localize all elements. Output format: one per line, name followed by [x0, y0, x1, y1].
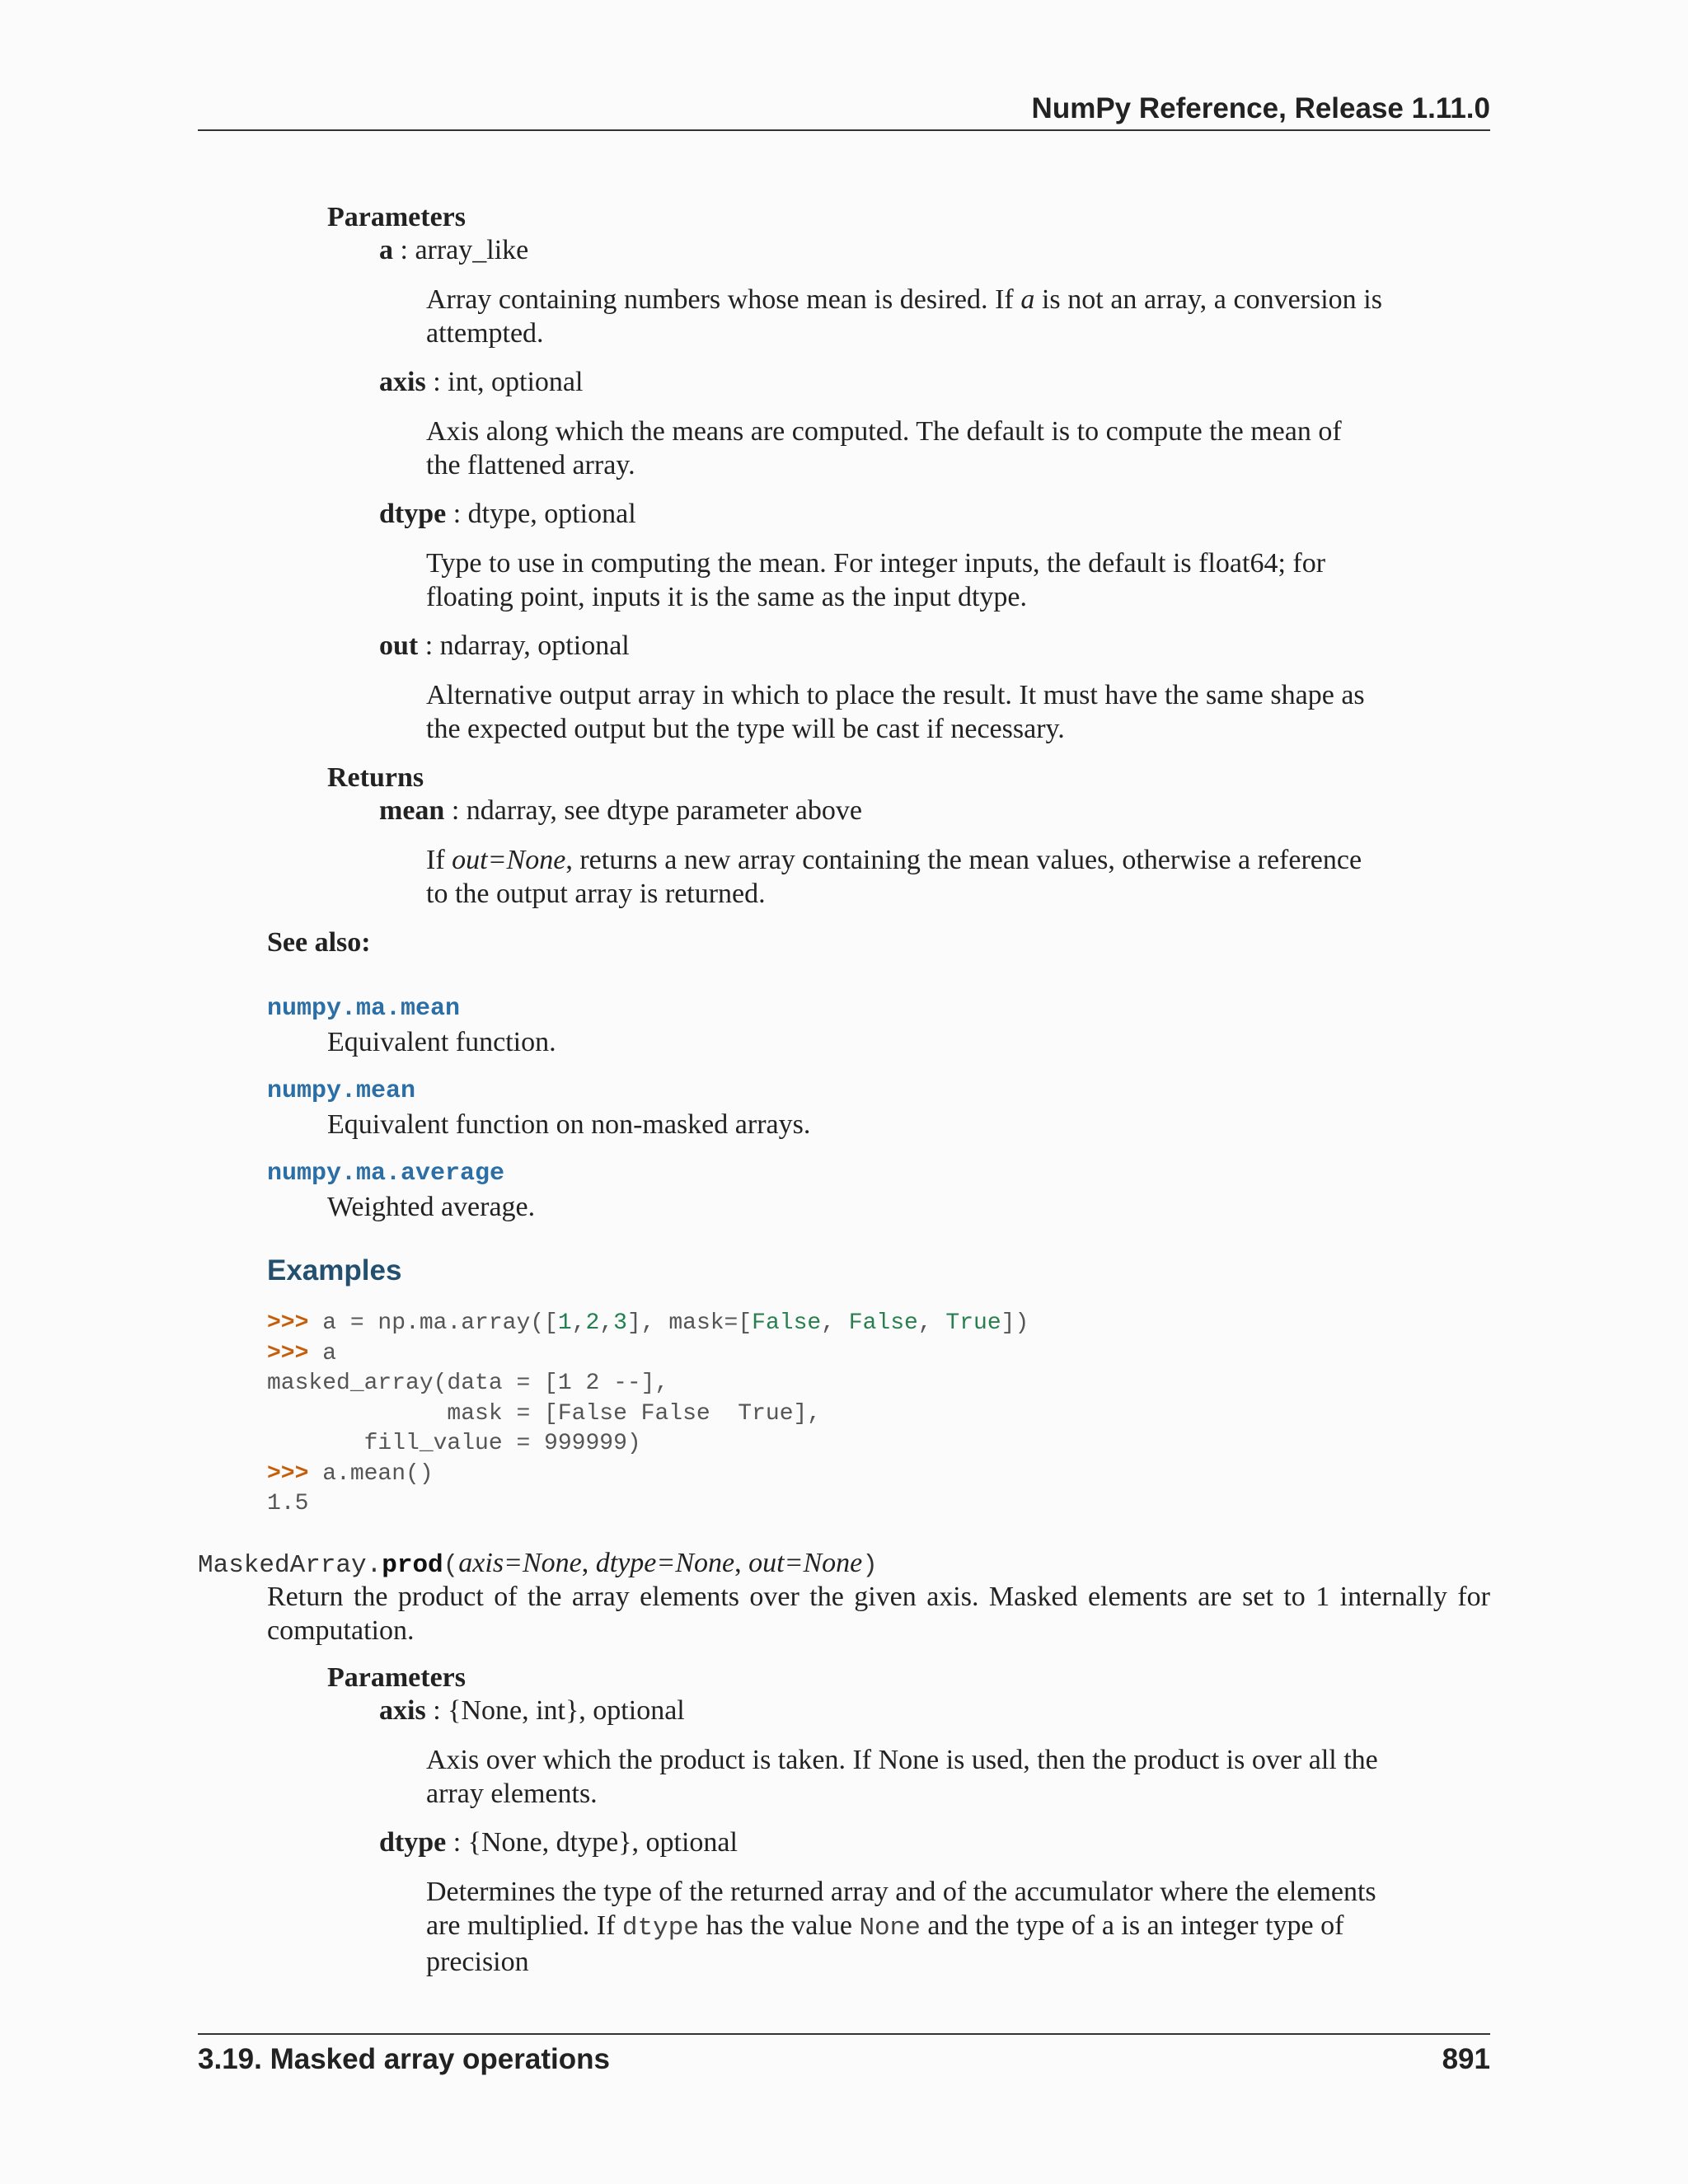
page-number: 891: [1442, 2043, 1490, 2075]
prod-summary: Return the product of the array elements over the given axis. Masked elements are set to 1 internally for computation.: [267, 1582, 1490, 1646]
return-type: : ndarray, see dtype parameter above: [444, 795, 862, 826]
sig-paren: ): [862, 1551, 878, 1580]
code-text: ,: [821, 1310, 849, 1336]
param-axis-desc: Axis along which the means are computed. The default is to compute the mean of the flattened array.: [426, 416, 1342, 480]
param-type: : array_like: [393, 235, 529, 265]
code-output: masked_array(data = [1 2 --],: [267, 1371, 669, 1396]
param-name: out: [379, 630, 419, 661]
code-prompt: >>>: [267, 1460, 309, 1487]
desc-text: Determines the type of the returned array and of the accumulator where the elements are multiplied. If: [426, 1877, 1376, 1941]
param-type: : dtype, optional: [446, 499, 636, 529]
code-output: mask = [False False True],: [267, 1400, 822, 1427]
see-also-desc: Equivalent function.: [327, 1027, 556, 1057]
desc-text: and the type of a is an integer type of precision: [426, 1910, 1344, 1977]
code-output: fill_value = 999999): [267, 1431, 641, 1456]
param-dtype-desc: Type to use in computing the mean. For integer inputs, the default is float64; for floating point, inputs it is the same as the input dtype.: [426, 548, 1326, 612]
code-keyword: False: [752, 1310, 822, 1336]
code-text: ]): [1001, 1310, 1029, 1336]
sig-sep: ,: [734, 1548, 749, 1578]
code-keyword: True: [945, 1310, 1001, 1336]
desc-text: has the value: [698, 1910, 860, 1941]
desc-em: out=None: [452, 845, 566, 875]
desc-text: If: [426, 845, 452, 875]
param-name: a: [379, 235, 393, 265]
running-header: NumPy Reference, Release 1.11.0: [1031, 92, 1490, 124]
code-text: a.mean(): [308, 1460, 434, 1487]
param-dtype: [379, 498, 636, 531]
param-name: dtype: [379, 499, 447, 529]
code-prompt: >>>: [267, 1310, 309, 1336]
code-text: a = np.ma.array([: [308, 1310, 558, 1336]
param-dtype: [379, 1826, 738, 1859]
code-number: 1: [557, 1310, 572, 1336]
param-dtype-desc: [426, 1875, 1382, 1979]
desc-text: Array containing numbers whose mean is desired. If: [426, 284, 1021, 315]
sig-method-name: prod: [382, 1551, 443, 1580]
desc-code: None: [859, 1914, 921, 1943]
sig-arg: dtype=None: [595, 1548, 735, 1578]
code-text: ,: [917, 1310, 946, 1336]
param-a-desc: [426, 283, 1382, 350]
sig-class: MaskedArray.: [198, 1551, 382, 1580]
examples-heading: Examples: [267, 1254, 402, 1286]
param-axis: [379, 366, 583, 399]
see-also-heading: See also:: [267, 927, 371, 958]
code-output: 1.5: [267, 1491, 309, 1516]
params-heading: Parameters: [327, 202, 467, 232]
code-text: ,: [571, 1310, 586, 1336]
returns-heading: Returns: [327, 762, 424, 793]
footer-section: 3.19. Masked array operations: [198, 2043, 610, 2075]
param-type: : {None, dtype}, optional: [446, 1827, 738, 1858]
sig-arg: out=None: [748, 1548, 863, 1578]
param-name: dtype: [379, 1827, 447, 1858]
desc-text: is not an array, a conversion is attempted.: [426, 284, 1382, 349]
param-out-desc: Alternative output array in which to place the result. It must have the same shape as the expected output but the type will be cast if necessary.: [426, 680, 1365, 744]
code-text: ,: [599, 1310, 614, 1336]
see-also-desc: Weighted average.: [327, 1192, 536, 1222]
params-heading: Parameters: [327, 1662, 467, 1693]
code-prompt: >>>: [267, 1340, 309, 1366]
param-name: axis: [379, 367, 426, 397]
param-type: : {None, int}, optional: [425, 1695, 685, 1726]
param-a: [379, 234, 528, 267]
header-rule: [198, 129, 1490, 131]
see-also-link-ma-average[interactable]: numpy.ma.average: [267, 1160, 505, 1188]
param-axis: [379, 1694, 685, 1727]
footer-rule: [198, 2033, 1490, 2035]
return-name: mean: [379, 795, 445, 826]
return-mean-desc: [426, 843, 1382, 911]
param-type: : ndarray, optional: [418, 630, 630, 661]
desc-text: , returns a new array containing the mean values, otherwise a reference to the output array is returned.: [426, 845, 1362, 909]
code-text: a: [308, 1340, 337, 1366]
code-number: 2: [585, 1310, 600, 1336]
param-out: [379, 630, 630, 663]
code-text: ], mask=[: [626, 1310, 753, 1336]
param-axis-desc: Axis over which the product is taken. If None is used, then the product is over all the array elements.: [426, 1745, 1378, 1809]
see-also-desc: Equivalent function on non-masked arrays.: [327, 1109, 811, 1140]
sig-paren: (: [443, 1551, 459, 1580]
code-example: [267, 1309, 1029, 1520]
desc-code: dtype: [621, 1914, 699, 1943]
see-also-link-ma-mean[interactable]: numpy.ma.mean: [267, 995, 461, 1023]
sig-arg: axis=None: [458, 1548, 582, 1578]
sig-sep: ,: [581, 1548, 596, 1578]
param-type: : int, optional: [425, 367, 584, 397]
code-number: 3: [613, 1310, 627, 1336]
return-mean: [379, 794, 862, 827]
prod-signature: [198, 1547, 878, 1582]
see-also-link-mean[interactable]: numpy.mean: [267, 1077, 416, 1105]
param-name: axis: [379, 1695, 426, 1726]
desc-em: a: [1020, 284, 1035, 315]
code-keyword: False: [848, 1310, 918, 1336]
